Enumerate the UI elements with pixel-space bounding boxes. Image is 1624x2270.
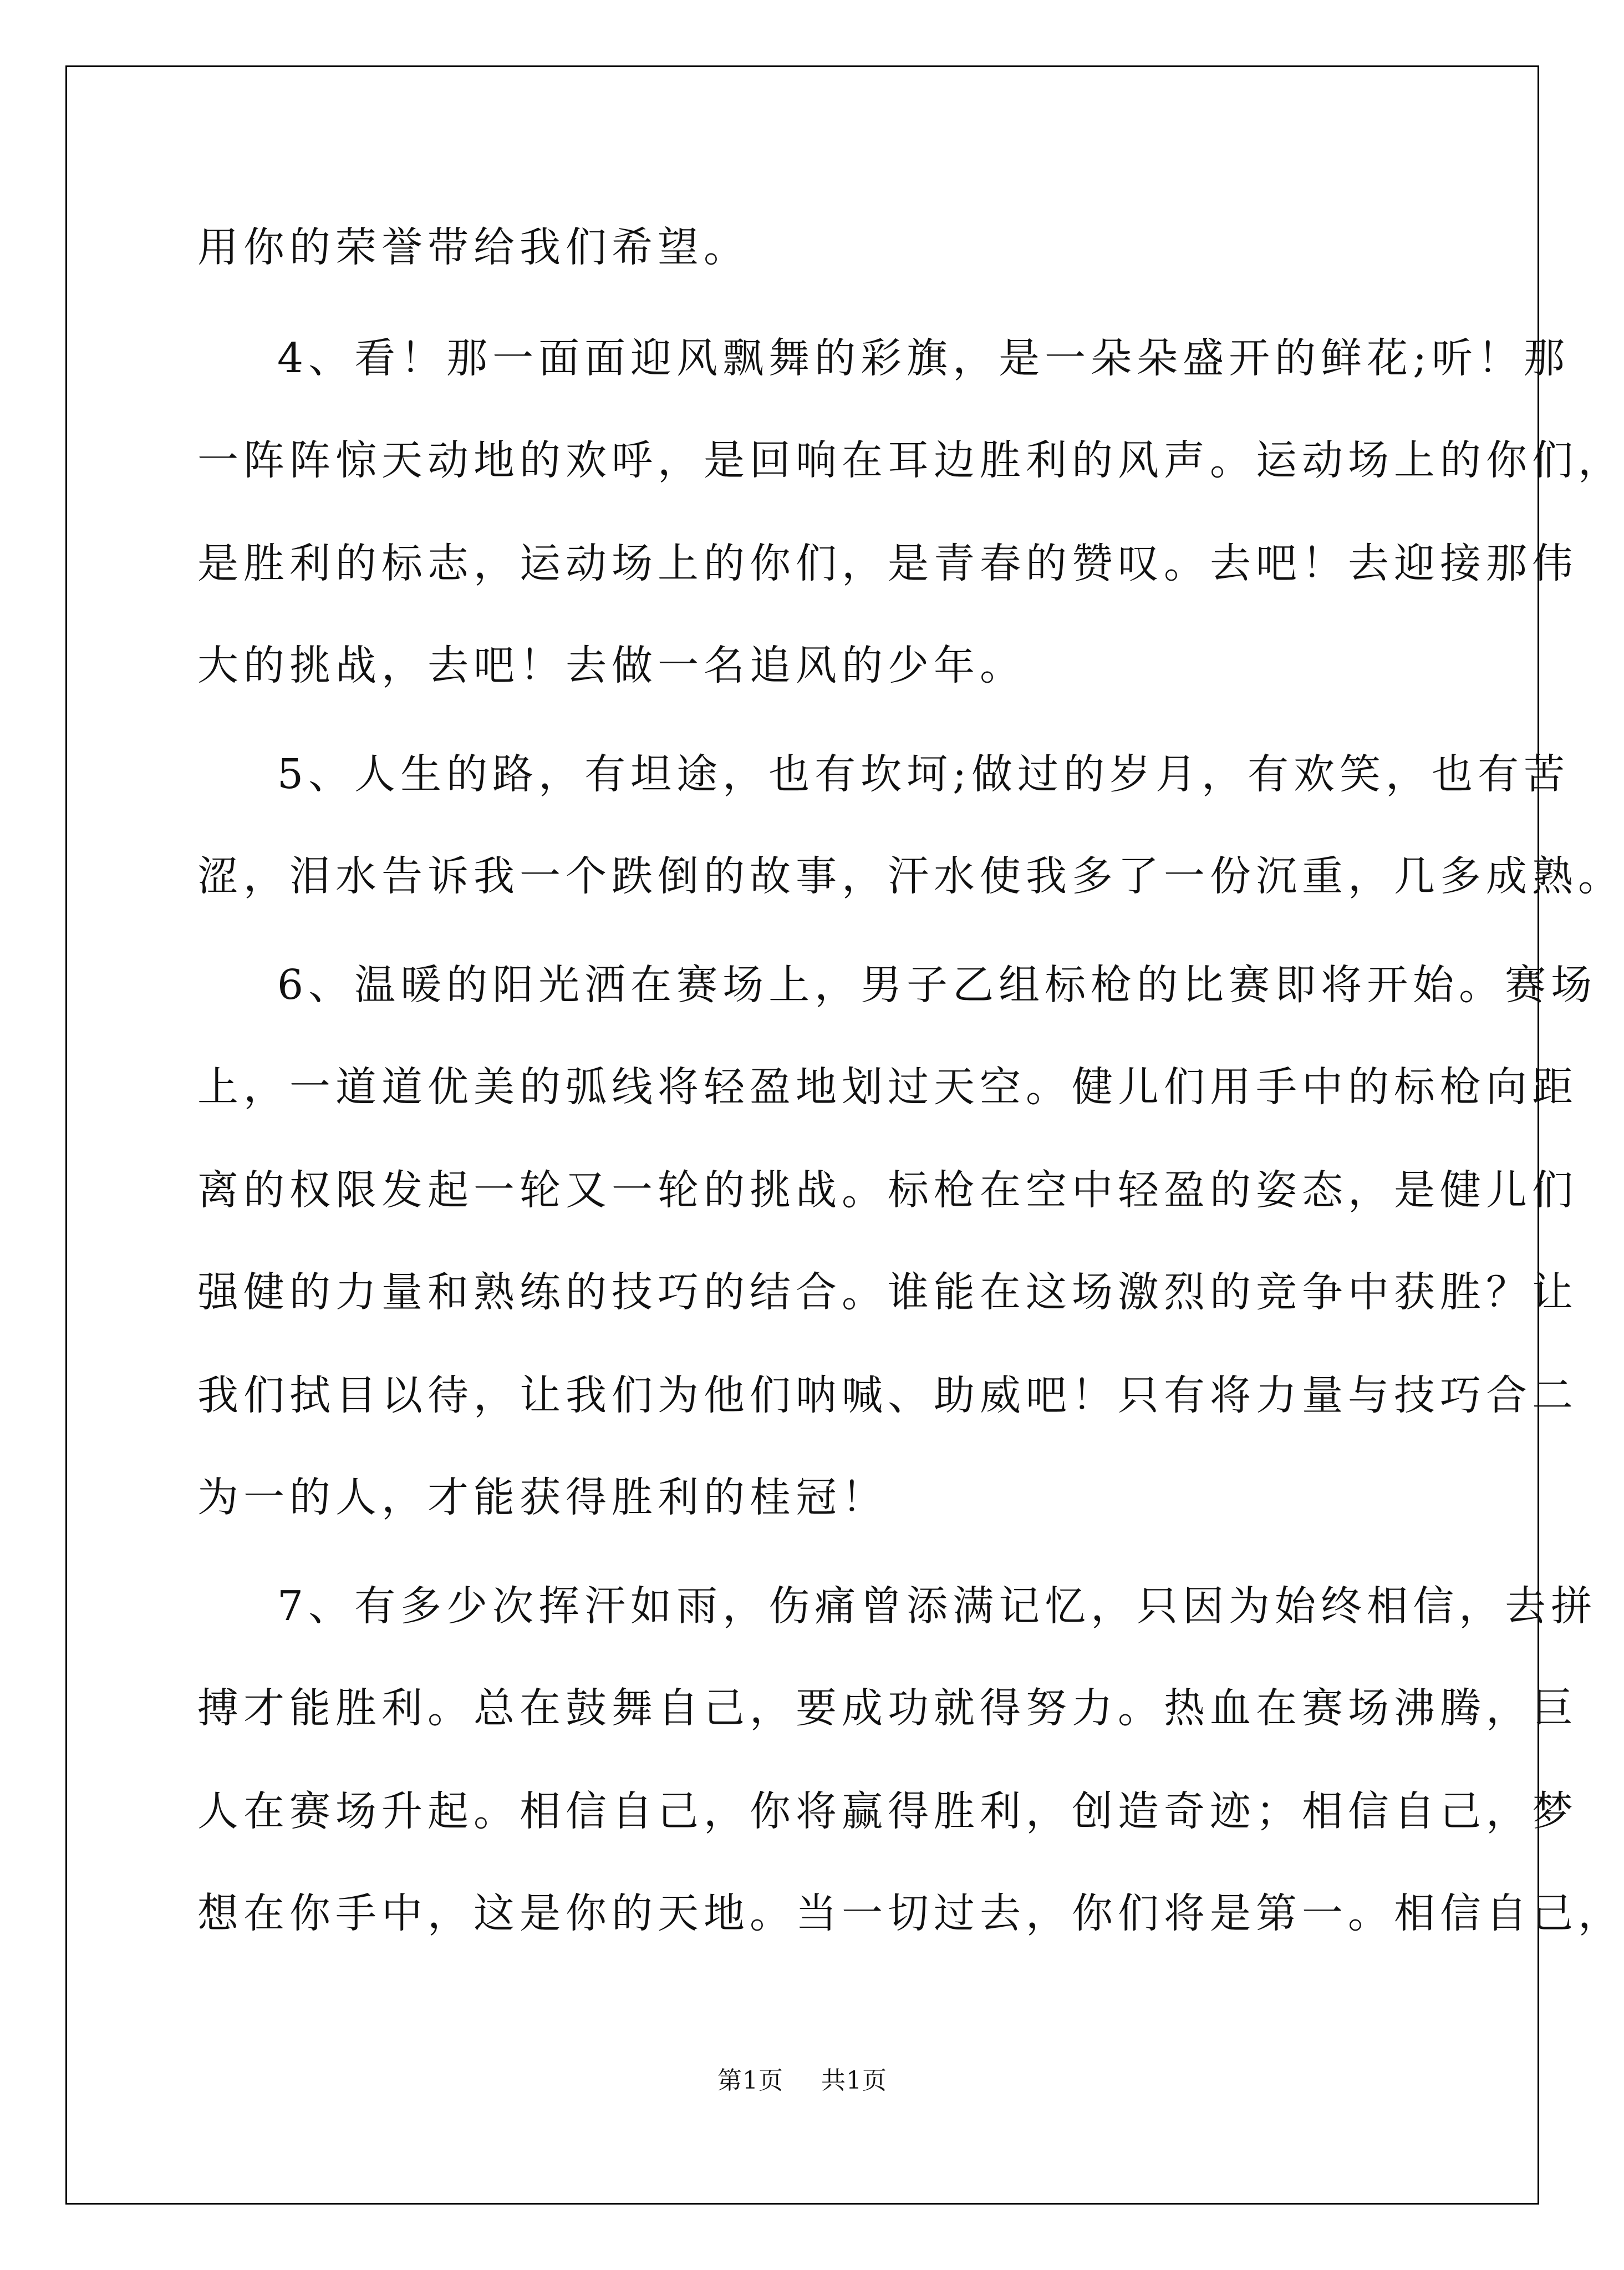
paragraph-line: 是胜利的标志，运动场上的你们，是青春的赞叹。去吧！去迎接那伟 [197, 540, 1578, 587]
paragraph-line: 大的挑战，去吧！去做一名追风的少年。 [197, 642, 1026, 689]
paragraph-line: 6、温暖的阳光洒在赛场上，男子乙组标枪的比赛即将开始。赛场 [277, 961, 1597, 1009]
paragraph-line: 4、看！那一面面迎风飘舞的彩旗，是一朵朵盛开的鲜花;听！那 [277, 334, 1570, 382]
paragraph-line: 涩，泪水告诉我一个跌倒的故事，汗水使我多了一份沉重，几多成熟。 [197, 852, 1624, 900]
paragraph-line: 离的权限发起一轮又一轮的挑战。标枪在空中轻盈的姿态，是健儿们 [197, 1166, 1578, 1214]
paragraph-line: 人在赛场升起。相信自己，你将赢得胜利，创造奇迹；相信自己，梦 [197, 1787, 1578, 1835]
paragraph-line: 我们拭目以待，让我们为他们呐喊、助威吧！只有将力量与技巧合二 [197, 1372, 1578, 1419]
page-total-label: 共1页 [821, 2066, 887, 2095]
paragraph-line: 为一的人，才能获得胜利的桂冠！ [197, 1474, 888, 1521]
paragraph-line: 一阵阵惊天动地的欢呼，是回响在耳边胜利的风声。运动场上的你们， [197, 436, 1624, 484]
paragraph-line: 用你的荣誉带给我们希望。 [197, 224, 750, 271]
paragraph-line: 强健的力量和熟练的技巧的结合。谁能在这场激烈的竞争中获胜？让 [197, 1268, 1578, 1316]
paragraph-line: 上，一道道优美的弧线将轻盈地划过天空。健儿们用手中的标枪向距 [197, 1063, 1578, 1111]
paragraph-line: 搏才能胜利。总在鼓舞自己，要成功就得努力。热血在赛场沸腾，巨 [197, 1684, 1578, 1732]
paragraph-line: 5、人生的路，有坦途，也有坎坷;做过的岁月，有欢笑，也有苦 [277, 750, 1570, 798]
page-number-label: 第1页 [717, 2066, 783, 2095]
paragraph-line: 想在你手中，这是你的天地。当一切过去，你们将是第一。相信自己， [197, 1890, 1624, 1937]
paragraph-line: 7、有多少次挥汗如雨，伤痛曾添满记忆，只因为始终相信，去拼 [277, 1582, 1597, 1630]
page-footer [0, 2064, 1605, 2098]
